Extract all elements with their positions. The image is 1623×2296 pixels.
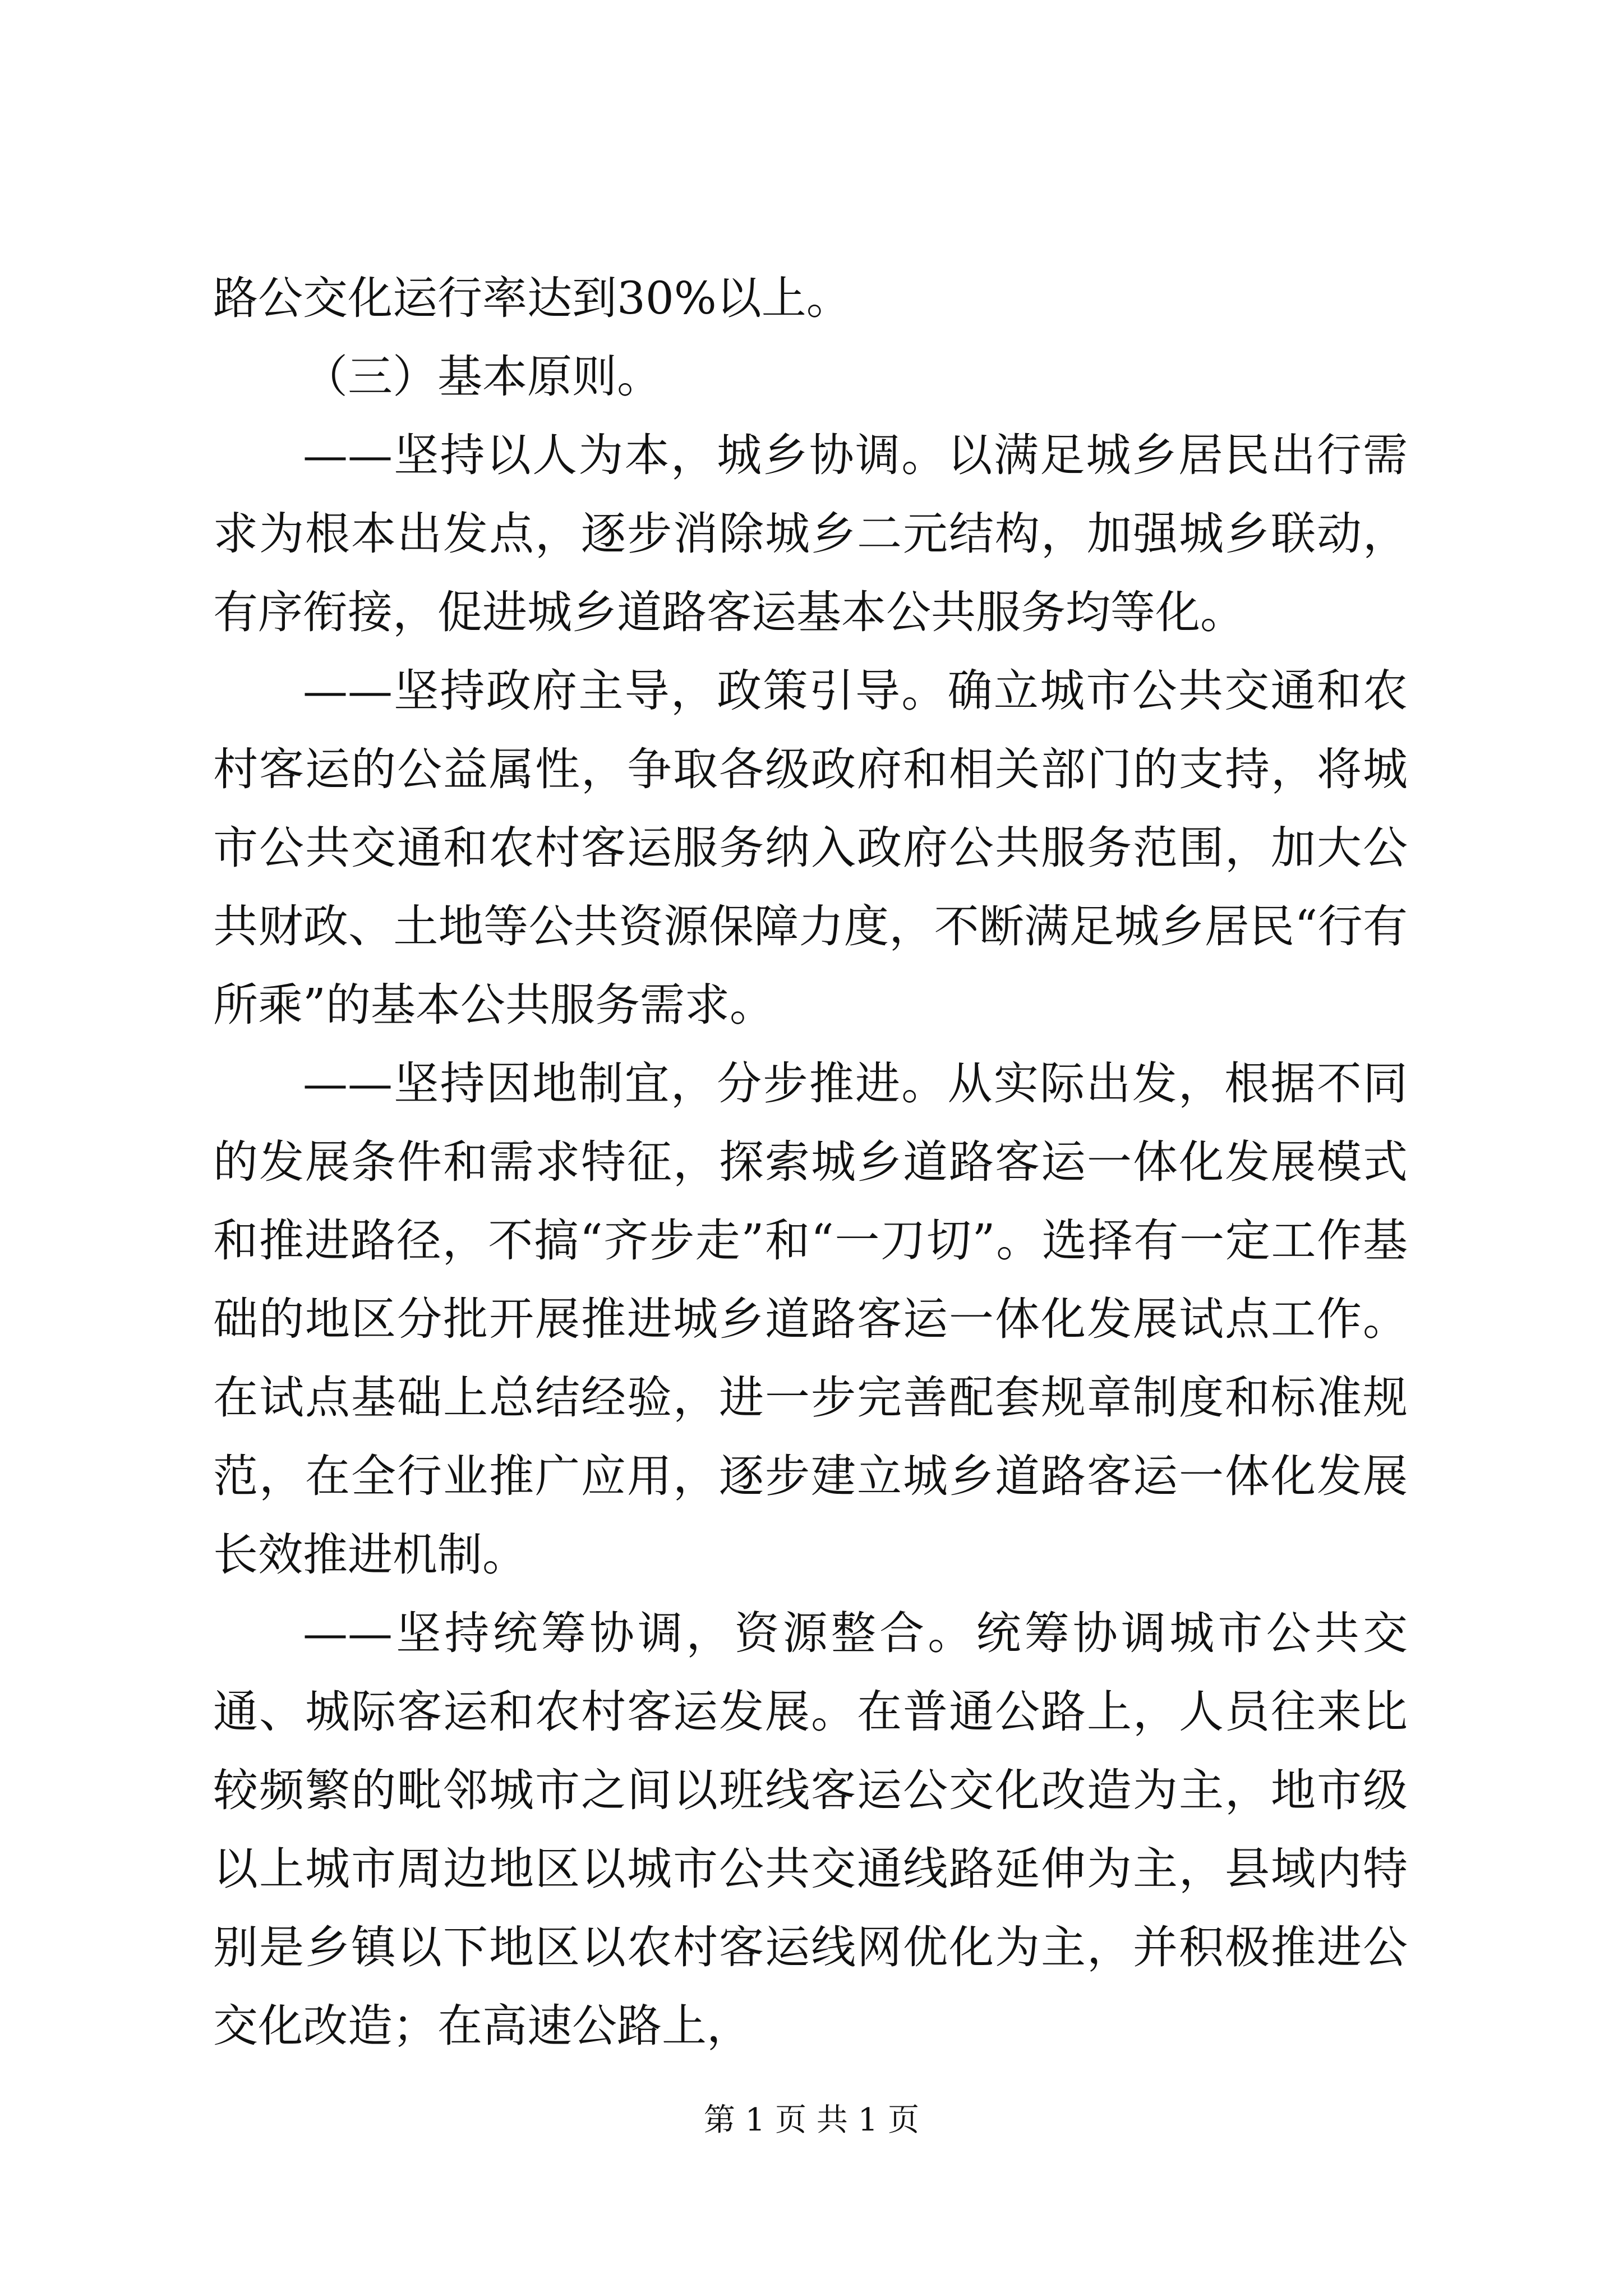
principle-government-led: ——坚持政府主导，政策引导。确立城市公共交通和农村客运的公益属性，争取各级政府和相关部门的支持，将城市公共交通和农村客运服务纳入政府公共服务范围，加大公共财政、土地等公共资源保障力度，不断满足城乡居民“行有所乘”的基本公共服务需求。 [213,665,1408,1031]
principle-coordination: ——坚持统筹协调，资源整合。统筹协调城市公共交通、城际客运和农村客运发展。在普通公路上，人员往来比较频繁的毗邻城市之间以班线客运公交化改造为主，地市级以上城市周边地区以城市公共交通线路延伸为主，县域内特别是乡镇以下地区以农村客运线网优化为主，并积极推进公交化改造；在高速公路上， [213,1607,1408,2052]
section-heading-basic-principles: （三）基本原则。 [303,351,662,403]
principle-local-conditions: ——坚持因地制宜，分步推进。从实际出发，根据不同的发展条件和需求特征，探索城乡道路客运一体化发展模式和推进路径，不搞“齐步走”和“一刀切”。选择有一定工作基础的地区分批开展推进城乡道路客运一体化发展试点工作。在试点基础上总结经验，进一步完善配套规章制度和标准规范，在全行业推广应用，逐步建立城乡道路客运一体化发展长效推进机制。 [213,1057,1408,1581]
document-body [213,259,1408,2065]
principle-people-oriented: ——坚持以人为本，城乡协调。以满足城乡居民出行需求为根本出发点，逐步消除城乡二元结构，加强城乡联动，有序衔接，促进城乡道路客运基本公共服务均等化。 [213,429,1408,638]
page-footer [0,2101,1623,2140]
page-number: 第 1 页 共 1 页 [703,2102,920,2138]
paragraph-continuation: 路公交化运行率达到30%以上。 [213,272,851,324]
